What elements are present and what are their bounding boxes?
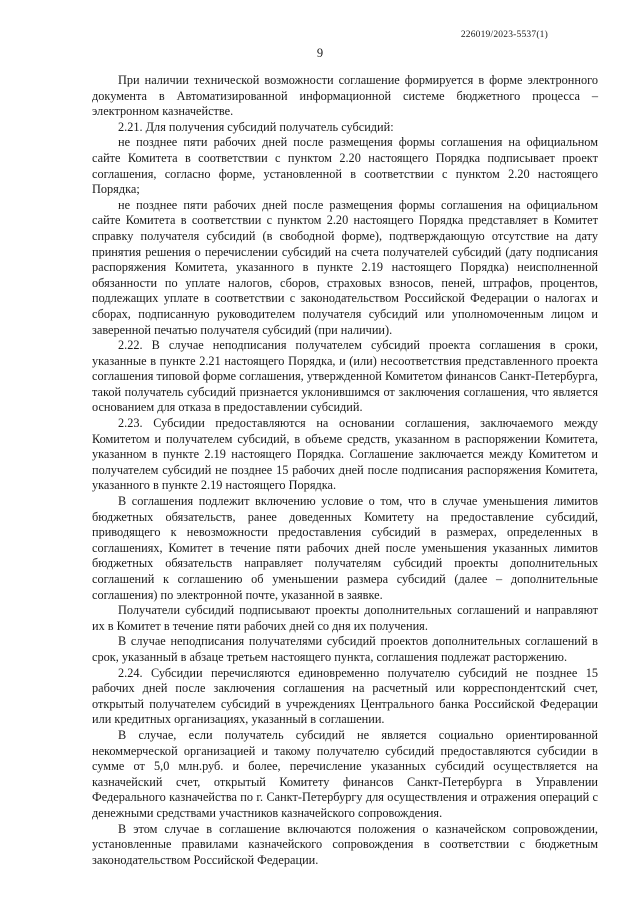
paragraph-2-21-sign: не позднее пяти рабочих дней после размещения формы соглашения на официальном сайте Комитета в соответствии с пунктом 2.20 настоящего Порядка подписывает проект соглашения, согласно форме, установленной в соответствии с пунктом 2.20 настоящего Порядка;	[92, 135, 598, 197]
document-registration-number: 226019/2023-5537(1)	[460, 30, 548, 40]
paragraph-2-23-termination: В случае неподписания получателями субсидий проектов дополнительных соглашений в срок, указанный в абзаце третьем настоящего пункта, соглашения подлежат расторжению.	[92, 634, 598, 664]
paragraph-2-23-limits: В соглашения подлежит включению условие о том, что в случае уменьшения лимитов бюджетных обязательств, ранее доведенных Комитету на предоставление субсидий, приводящего к невозможности предоставления субсидий в размерах, определенных в соглашениях, Комитет в течение пяти рабочих дней после уменьшения указанных лимитов бюджетных обязательств направляет получателям субсидий проекты дополнительных соглашений к соглашению об уменьшении размера субсидий (далее – дополнительные соглашения) по электронной почте, указанной в заявке.	[92, 494, 598, 602]
paragraph-electronic-form: При наличии технической возможности соглашение формируется в форме электронного документа в Автоматизированной информационной системе бюджетного процесса – электронном казначействе.	[92, 73, 598, 119]
paragraph-2-23-sign-additional: Получатели субсидий подписывают проекты дополнительных соглашений и направляют их в Комитет в течение пяти рабочих дней со дня их получения.	[92, 603, 598, 633]
paragraph-2-21-certificate: не позднее пяти рабочих дней после размещения формы соглашения на официальном сайте Комитета в соответствии с пунктом 2.20 настоящего Порядка представляет в Комитет справку получателя субсидий (в свободной форме), подтверждающую отсутствие на дату принятия решения о перечислении субсидий на счета получателей субсидий (дату подписания распоряжения Комитета, указанного в пункте 2.19 настоящего Порядка) неисполненной обязанности по уплате налогов, сборов, страховых взносов, пеней, штрафов, процентов, подлежащих уплате в соответствии с законодательством Российской Федерации о налогах и сборах, подписанную руководителем получателя субсидий или уполномоченным лицом и заверенной печатью получателя субсидий (при наличии).	[92, 197, 598, 337]
document-body	[92, 73, 598, 868]
paragraph-2-21: 2.21. Для получения субсидий получатель субсидий:	[118, 119, 394, 134]
paragraph-2-22: 2.22. В случае неподписания получателем субсидий проекта соглашения в сроки, указанные в пункте 2.21 настоящего Порядка, и (или) несоответствия представленного проекта соглашения типовой форме соглашения, утвержденной Комитетом финансов Санкт-Петербурга, такой получатель субсидий признается уклонившимся от заключения соглашения, что является основанием для отказа в предоставлении субсидий.	[92, 338, 598, 415]
page-number: 9	[316, 46, 324, 60]
paragraph-2-24-treasury-account: В случае, если получатель субсидий не является социально ориентированной некоммерческой организацией и такому получателю субсидий предоставляются субсидии в сумме от 5,0 млн.руб. и более, перечисление указанных субсидий осуществляется на казначейский счет, открытый Комитету финансов Санкт-Петербурга в Управлении Федерального казначейства по г. Санкт-Петербургу для осуществления и отражения операций с денежными средствами участников казначейского сопровождения.	[92, 727, 598, 820]
paragraph-2-24-treasury-support: В этом случае в соглашение включаются положения о казначейском сопровождении, установленные правилами казначейского сопровождения в соответствии с бюджетным законодательством Российской Федерации.	[92, 821, 598, 867]
paragraph-2-23: 2.23. Субсидии предоставляются на основании соглашения, заключаемого между Комитетом и получателем субсидий, в объеме средств, указанном в распоряжении Комитета, указанном в пункте 2.19 настоящего Порядка. Соглашение заключается между Комитетом и получателем субсидий не позднее 15 рабочих дней после подписания распоряжения Комитета, указанного в пункте 2.19 настоящего Порядка.	[92, 416, 598, 493]
paragraph-2-24: 2.24. Субсидии перечисляются единовременно получателю субсидий не позднее 15 рабочих дней после заключения соглашения на расчетный или корреспондентский счет, открытый получателем субсидий в учреждениях Центрального банка Российской Федерации или кредитных организациях, указанный в соглашении.	[92, 665, 598, 727]
